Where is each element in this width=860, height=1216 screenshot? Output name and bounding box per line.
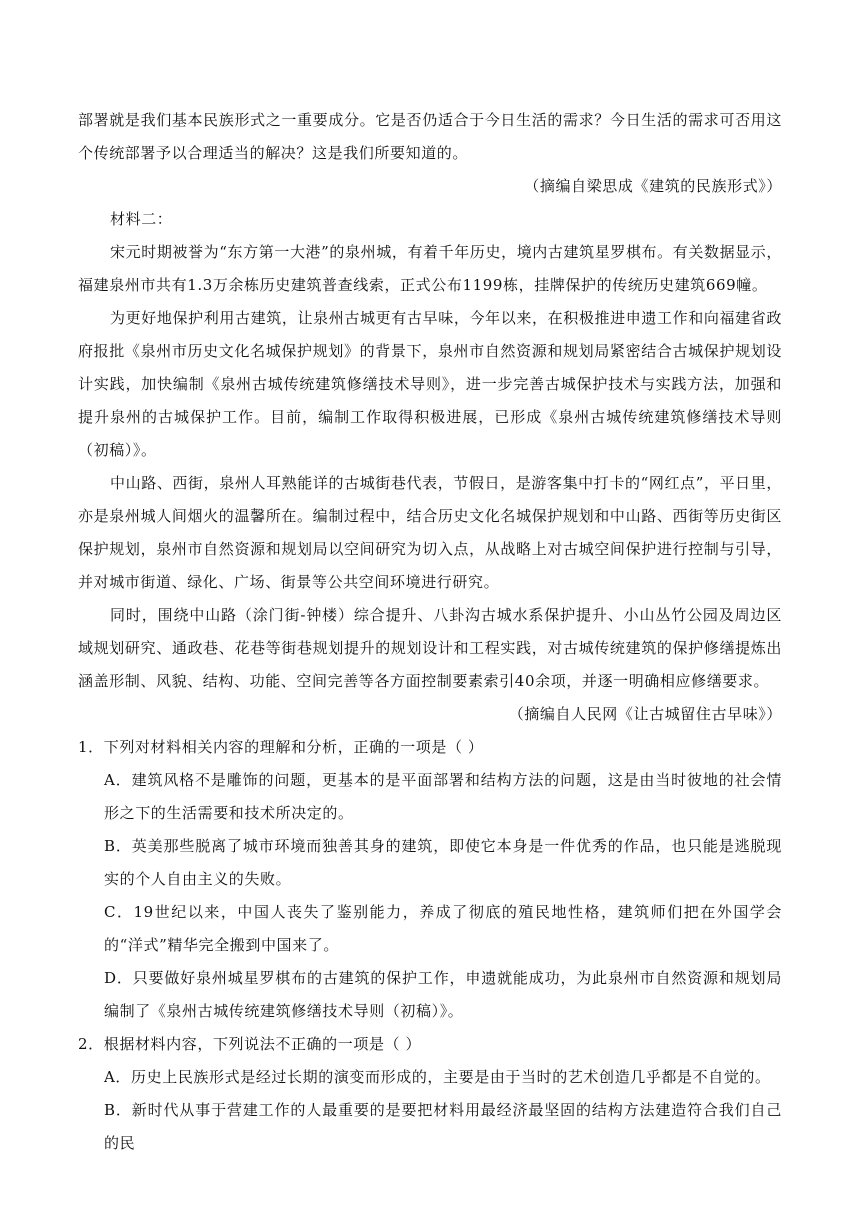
question-option: C．19世纪以来，中国人丧失了鉴别能力，养成了彻底的殖民地性格，建筑师们把在外国学会的“洋式”精华完全搬到中国来了。 xyxy=(104,903,782,954)
question-stem: 2．根据材料内容，下列说法不正确的一项是（ ） xyxy=(78,1035,422,1053)
question-option: A．历史上民族形式是经过长期的演变而形成的，主要是由于当时的艺术创造几乎都是不自觉的。 xyxy=(104,1068,771,1086)
material2-paragraph: 同时，围绕中山路（涂门街-钟楼）综合提升、八卦沟古城水系保护提升、小山丛竹公园及周边区域规划研究、通政巷、花巷等街巷规划提升的规划设计和工程实践，对古城传统建筑的保护修缮提炼出涵盖形制、风貌、结构、功能、空间完善等各方面控制要素索引40余项，并逐一明确相应修缮要求。 xyxy=(78,606,782,690)
question-option: B．英美那些脱离了城市环境而独善其身的建筑，即使它本身是一件优秀的作品，也只能是逃脱现实的个人自由主义的失败。 xyxy=(104,837,782,888)
question-option: B．新时代从事于营建工作的人最重要的是要把材料用最经济最坚固的结构方法建造符合我们自己的民 xyxy=(104,1101,782,1152)
material2-label: 材料二： xyxy=(110,210,173,228)
material2-paragraph: 中山路、西街，泉州人耳熟能详的古城街巷代表，节假日，是游客集中打卡的“网红点”，平日里，亦是泉州城人间烟火的温馨所在。编制过程中，结合历史文化名城保护规划和中山路、西街等历史街区保护规划，泉州市自然资源和规划局以空间研究为切入点，从战略上对古城空间保护进行控制与引导，并对城市街道、绿化、广场、街景等公共空间环境进行研究。 xyxy=(78,474,782,591)
question-option: D．只要做好泉州城星罗棋布的古建筑的保护工作，申遗就能成功，为此泉州市自然资源和规划局编制了《泉州古城传统建筑修缮技术导则（初稿）》。 xyxy=(104,969,782,1020)
question-2 xyxy=(78,1028,782,1160)
material1-source: （摘编自梁思成《建筑的民族形式》） xyxy=(524,177,782,195)
question-1 xyxy=(78,731,782,1028)
question-stem: 1．下列对材料相关内容的理解和分析，正确的一项是（ ） xyxy=(78,738,484,756)
material1-tail-paragraph: 部署就是我们基本民族形式之一重要成分。它是否仍适合于今日生活的需求？今日生活的需求可否用这个传统部署予以合理适当的解决？这是我们所要知道的。 xyxy=(78,111,782,162)
material2-source: （摘编自人民网《让古城留住古早味》） xyxy=(508,705,782,723)
question-option: A．建筑风格不是雕饰的问题，更基本的是平面部署和结构方法的问题，这是由当时彼地的社会情形之下的生活需要和技术所决定的。 xyxy=(104,771,782,822)
material2-paragraph: 为更好地保护利用古建筑，让泉州古城更有古早味，今年以来，在积极推进申遗工作和向福建省政府报批《泉州市历史文化名城保护规划》的背景下，泉州市自然资源和规划局紧密结合古城保护规划设计实践，加快编制《泉州古城传统建筑修缮技术导则》，进一步完善古城保护技术与实践方法，加强和提升泉州的古城保护工作。目前，编制工作取得积极进展，已形成《泉州古城传统建筑修缮技术导则（初稿）》。 xyxy=(78,309,782,459)
material2-paragraph: 宋元时期被誉为“东方第一大港”的泉州城，有着千年历史，境内古建筑星罗棋布。有关数据显示，福建泉州市共有1.3万余栋历史建筑普查线索，正式公布1199栋，挂牌保护的传统历史建筑669幢。 xyxy=(78,243,782,294)
